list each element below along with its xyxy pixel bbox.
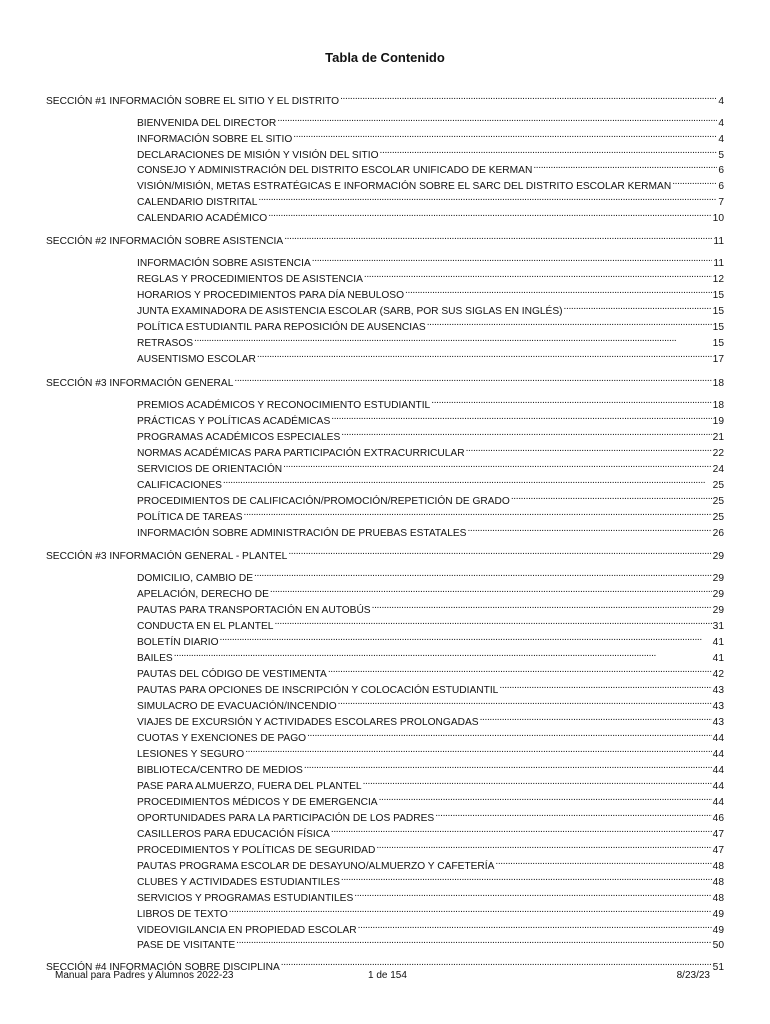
toc-page-number: 19 <box>712 416 724 427</box>
toc-page-number: 44 <box>712 749 724 760</box>
toc-entry-label: CONDUCTA EN EL PLANTEL <box>137 621 274 632</box>
toc-entry-label: BOLETÍN DIARIO <box>137 637 219 648</box>
toc-page-number: 44 <box>712 765 724 776</box>
toc-entry[interactable] <box>137 175 724 192</box>
toc-entry[interactable] <box>137 506 724 523</box>
toc-entry[interactable] <box>137 839 724 856</box>
toc-entry[interactable] <box>137 490 724 507</box>
toc-page-number: 5 <box>718 150 724 161</box>
toc-entry[interactable] <box>137 159 724 176</box>
toc-leader-dots <box>283 458 712 472</box>
toc-leader-dots <box>372 599 712 613</box>
toc-leader-dots <box>380 144 718 158</box>
toc-entry[interactable] <box>137 191 724 208</box>
toc-page-number: 50 <box>712 940 724 951</box>
toc-page-number: 42 <box>712 669 724 680</box>
toc-entry[interactable] <box>137 474 724 491</box>
toc-entry-label: HORARIOS Y PROCEDIMIENTOS PARA DÍA NEBULOSO <box>137 290 405 301</box>
toc-page-number: 15 <box>712 322 724 333</box>
toc-entry-label: PAUTAS DEL CÓDIGO DE VESTIMENTA <box>137 669 327 680</box>
toc-page-number: 43 <box>712 701 724 712</box>
toc-leader-dots <box>379 791 712 805</box>
toc-entry[interactable] <box>137 522 724 539</box>
toc-page-number: 26 <box>712 528 724 539</box>
toc-page-number: 4 <box>718 96 724 107</box>
toc-entry-label: PREMIOS ACADÉMICOS Y RECONOCIMIENTO ESTUDIANTIL <box>137 400 431 411</box>
toc-section-entry[interactable] <box>46 230 724 247</box>
toc-page-number: 48 <box>712 893 724 904</box>
toc-entry-label: CASILLEROS PARA EDUCACIÓN FÍSICA <box>137 829 330 840</box>
toc-page-number: 43 <box>712 685 724 696</box>
toc-entry-label: NORMAS ACADÉMICAS PARA PARTICIPACIÓN EXTRACURRICULAR <box>137 448 465 459</box>
toc-entry-label: PASE PARA ALMUERZO, FUERA DEL PLANTEL <box>137 781 362 792</box>
toc-entry[interactable] <box>137 743 724 760</box>
footer-page-number: 1 de 154 <box>368 970 407 981</box>
toc-page-number: 15 <box>712 306 724 317</box>
toc-leader-dots <box>254 567 712 581</box>
toc-entry[interactable] <box>137 128 724 145</box>
toc-leader-dots <box>672 175 717 189</box>
toc-page-number: 41 <box>712 653 724 664</box>
toc-entry[interactable] <box>137 144 724 161</box>
toc-page-number: 49 <box>712 925 724 936</box>
toc-leader-dots <box>466 442 712 456</box>
toc-entry-label: OPORTUNIDADES PARA LA PARTICIPACIÓN DE LOS PADRES <box>137 813 435 824</box>
toc-entry-label: CLUBES Y ACTIVIDADES ESTUDIANTILES <box>137 877 340 888</box>
toc-entry[interactable] <box>137 679 724 696</box>
toc-leader-dots <box>340 90 717 104</box>
toc-page-number: 12 <box>712 274 724 285</box>
toc-page-number: 15 <box>712 338 724 349</box>
toc-entry[interactable] <box>137 919 724 936</box>
toc-section-entry[interactable] <box>46 372 724 389</box>
toc-page-number: 18 <box>712 400 724 411</box>
toc-page-number: 4 <box>718 134 724 145</box>
toc-entry[interactable] <box>137 410 724 427</box>
toc-page-number: 31 <box>712 621 724 632</box>
toc-leader-dots <box>257 348 712 362</box>
toc-leader-dots <box>499 679 711 693</box>
toc-entry[interactable] <box>137 934 724 951</box>
toc-leader-dots <box>435 807 711 821</box>
toc-entry[interactable] <box>137 284 724 301</box>
toc-entry[interactable] <box>137 695 724 712</box>
toc-leader-dots <box>354 887 711 901</box>
toc-entry[interactable] <box>137 631 724 648</box>
toc-page-number: 44 <box>712 797 724 808</box>
toc-entry-label: INFORMACIÓN SOBRE EL SITIO <box>137 134 293 145</box>
toc-leader-dots <box>281 956 712 970</box>
toc-entry-label: VIDEOVIGILANCIA EN PROPIEDAD ESCOLAR <box>137 925 357 936</box>
toc-leader-dots <box>467 522 711 536</box>
toc-page-number: 11 <box>713 236 724 247</box>
toc-page-number: 17 <box>712 354 724 365</box>
toc-page-number: 43 <box>712 717 724 728</box>
toc-page-number: 25 <box>712 496 724 507</box>
toc-page-number: 48 <box>712 877 724 888</box>
toc-leader-dots <box>427 316 712 330</box>
toc-leader-dots <box>307 727 712 741</box>
toc-entry[interactable] <box>137 887 724 904</box>
toc-page-number: 49 <box>712 909 724 920</box>
toc-entry[interactable] <box>137 112 724 129</box>
toc-page-number: 15 <box>712 290 724 301</box>
toc-entry[interactable] <box>137 855 724 872</box>
toc-page-number: 11 <box>713 258 724 269</box>
toc-leader-dots <box>174 647 712 661</box>
toc-section-label: SECCIÓN #3 INFORMACIÓN GENERAL - PLANTEL <box>46 551 288 562</box>
toc-page-number: 4 <box>718 118 724 129</box>
toc-entry[interactable] <box>137 647 724 664</box>
toc-leader-dots <box>234 372 711 386</box>
toc-entry-label: REGLAS Y PROCEDIMIENTOS DE ASISTENCIA <box>137 274 363 285</box>
toc-page-number: 29 <box>712 573 724 584</box>
toc-leader-dots <box>274 615 711 629</box>
toc-entry-label: PROCEDIMIENTOS DE CALIFICACIÓN/PROMOCIÓN/REPETICIÓN DE GRADO <box>137 496 510 507</box>
toc-entry-label: PAUTAS PARA OPCIONES DE INSCRIPCIÓN Y COLOCACIÓN ESTUDIANTIL <box>137 685 499 696</box>
toc-page-number: 29 <box>712 605 724 616</box>
toc-entry[interactable] <box>137 394 724 411</box>
toc-page-number: 25 <box>712 480 724 491</box>
toc-leader-dots <box>304 759 712 773</box>
toc-page-number: 48 <box>712 861 724 872</box>
toc-leader-dots <box>341 871 712 885</box>
toc-entry-label: RETRASOS <box>137 338 194 349</box>
toc-leader-dots <box>312 252 713 266</box>
toc-entry[interactable] <box>137 871 724 888</box>
toc-entry-label: POLÍTICA ESTUDIANTIL PARA REPOSICIÓN DE AUSENCIAS <box>137 322 426 333</box>
toc-entry[interactable] <box>137 332 724 349</box>
toc-leader-dots <box>223 474 712 488</box>
toc-entry-label: CALENDARIO ACADÉMICO <box>137 213 268 224</box>
toc-leader-dots <box>270 583 712 597</box>
toc-entry-label: JUNTA EXAMINADORA DE ASISTENCIA ESCOLAR (SARB, POR SUS SIGLAS EN INGLÉS) <box>137 306 563 317</box>
toc-leader-dots <box>376 839 711 853</box>
toc-entry[interactable] <box>137 599 724 616</box>
toc-entry-label: INFORMACIÓN SOBRE ASISTENCIA <box>137 258 311 269</box>
toc-page-number: 41 <box>712 637 724 648</box>
toc-page-number: 18 <box>712 378 724 389</box>
toc-leader-dots <box>258 191 717 205</box>
toc-entry-label: CALIFICACIONES <box>137 480 222 491</box>
toc-section-label: SECCIÓN #1 INFORMACIÓN SOBRE EL SITIO Y EL DISTRITO <box>46 96 340 107</box>
toc-entry[interactable] <box>137 567 724 584</box>
toc-entry[interactable] <box>137 316 724 333</box>
toc-leader-dots <box>533 159 717 173</box>
toc-entry[interactable] <box>137 903 724 920</box>
toc-entry[interactable] <box>137 663 724 680</box>
toc-leader-dots <box>194 332 712 346</box>
toc-entry-label: SERVICIOS Y PROGRAMAS ESTUDIANTILES <box>137 893 354 904</box>
toc-page-number: 44 <box>712 733 724 744</box>
toc-leader-dots <box>338 695 712 709</box>
toc-page-number: 6 <box>718 181 724 192</box>
toc-leader-dots <box>331 823 712 837</box>
toc-entry-label: DECLARACIONES DE MISIÓN Y VISIÓN DEL SITIO <box>137 150 379 161</box>
toc-entry[interactable] <box>137 300 724 317</box>
toc-entry-label: CONSEJO Y ADMINISTRACIÓN DEL DISTRITO ESCOLAR UNIFICADO DE KERMAN <box>137 165 533 176</box>
toc-entry[interactable] <box>137 775 724 792</box>
page-title: Tabla de Contenido <box>325 50 445 65</box>
toc-entry[interactable] <box>137 442 724 459</box>
toc-leader-dots <box>229 903 712 917</box>
toc-entry[interactable] <box>137 823 724 840</box>
toc-page-number: 44 <box>712 781 724 792</box>
toc-page-number: 7 <box>718 197 724 208</box>
toc-entry-label: SERVICIOS DE ORIENTACIÓN <box>137 464 283 475</box>
toc-page-number: 24 <box>712 464 724 475</box>
toc-entry[interactable] <box>137 791 724 808</box>
toc-page-number: 22 <box>712 448 724 459</box>
toc-entry[interactable] <box>137 207 724 224</box>
page-footer <box>0 970 770 986</box>
toc-leader-dots <box>328 663 712 677</box>
toc-leader-dots <box>293 128 717 142</box>
toc-leader-dots <box>341 426 711 440</box>
toc-leader-dots <box>331 410 711 424</box>
toc-leader-dots <box>564 300 712 314</box>
toc-leader-dots <box>236 934 712 948</box>
toc-page-number: 10 <box>712 213 724 224</box>
toc-entry[interactable] <box>137 252 724 269</box>
toc-leader-dots <box>284 230 712 244</box>
toc-page-number: 29 <box>712 589 724 600</box>
toc-page-number: 47 <box>712 845 724 856</box>
toc-entry[interactable] <box>137 268 724 285</box>
toc-entry-label: BIBLIOTECA/CENTRO DE MEDIOS <box>137 765 303 776</box>
toc-entry-label: PROGRAMAS ACADÉMICOS ESPECIALES <box>137 432 341 443</box>
toc-entry[interactable] <box>137 426 724 443</box>
toc-entry-label: INFORMACIÓN SOBRE ADMINISTRACIÓN DE PRUEBAS ESTATALES <box>137 528 467 539</box>
toc-entry-label: PASE DE VISITANTE <box>137 940 236 951</box>
toc-leader-dots <box>220 631 712 645</box>
toc-entry[interactable] <box>137 759 724 776</box>
toc-section-label: SECCIÓN #2 INFORMACIÓN SOBRE ASISTENCIA <box>46 236 284 247</box>
toc-leader-dots <box>244 506 712 520</box>
toc-entry-label: DOMICILIO, CAMBIO DE <box>137 573 254 584</box>
toc-entry[interactable] <box>137 583 724 600</box>
toc-leader-dots <box>288 545 711 559</box>
toc-page-number: 46 <box>712 813 724 824</box>
toc-entry-label: CUOTAS Y EXENCIONES DE PAGO <box>137 733 307 744</box>
toc-leader-dots <box>363 775 712 789</box>
toc-entry-label: SIMULACRO DE EVACUACIÓN/INCENDIO <box>137 701 337 712</box>
toc-entry-label: POLÍTICA DE TAREAS <box>137 512 243 523</box>
toc-leader-dots <box>364 268 712 282</box>
toc-page-number: 51 <box>712 962 724 973</box>
toc-section-entry[interactable] <box>46 545 724 562</box>
toc-entry-label: AUSENTISMO ESCOLAR <box>137 354 256 365</box>
toc-entry-label: PAUTAS PARA TRANSPORTACIÓN EN AUTOBÚS <box>137 605 371 616</box>
toc-page-number: 6 <box>718 165 724 176</box>
toc-entry[interactable] <box>137 615 724 632</box>
toc-entry-label: VISIÓN/MISIÓN, METAS ESTRATÉGICAS E INFORMACIÓN SOBRE EL SARC DEL DISTRITO ESCOLAR KERMAN <box>137 181 672 192</box>
toc-entry[interactable] <box>137 458 724 475</box>
toc-entry-label: BIENVENIDA DEL DIRECTOR <box>137 118 277 129</box>
toc-entry-label: PAUTAS PROGRAMA ESCOLAR DE DESAYUNO/ALMUERZO Y CAFETERÍA <box>137 861 495 872</box>
toc-page-number: 29 <box>712 551 724 562</box>
toc-leader-dots <box>511 490 712 504</box>
toc-entry-label: VIAJES DE EXCURSIÓN Y ACTIVIDADES ESCOLARES PROLONGADAS <box>137 717 479 728</box>
toc-entry[interactable] <box>137 711 724 728</box>
toc-entry-label: PRÁCTICAS Y POLÍTICAS ACADÉMICAS <box>137 416 331 427</box>
toc-entry-label: CALENDARIO DISTRITAL <box>137 197 258 208</box>
toc-leader-dots <box>358 919 712 933</box>
toc-leader-dots <box>245 743 711 757</box>
toc-entry-label: PROCEDIMIENTOS MÉDICOS Y DE EMERGENCIA <box>137 797 378 808</box>
toc-entry[interactable] <box>137 348 724 365</box>
toc-section-label: SECCIÓN #3 INFORMACIÓN GENERAL <box>46 378 234 389</box>
toc-entry[interactable] <box>137 727 724 744</box>
toc-page-number: 25 <box>712 512 724 523</box>
toc-leader-dots <box>495 855 711 869</box>
toc-leader-dots <box>277 112 717 126</box>
toc-page-number: 47 <box>712 829 724 840</box>
footer-document-title: Manual para Padres y Alumnos 2022-23 <box>55 970 234 981</box>
toc-entry-label: LIBROS DE TEXTO <box>137 909 228 920</box>
toc-entry-label: BAILES <box>137 653 173 664</box>
toc-entry-label: APELACIÓN, DERECHO DE <box>137 589 269 600</box>
toc-section-entry[interactable] <box>46 90 724 107</box>
toc-section-label: SECCIÓN #4 INFORMACIÓN SOBRE DISCIPLINA <box>46 962 280 973</box>
footer-date: 8/23/23 <box>676 970 710 981</box>
toc-entry[interactable] <box>137 807 724 824</box>
toc-leader-dots <box>431 394 711 408</box>
toc-page-number: 21 <box>712 432 724 443</box>
toc-leader-dots <box>268 207 711 221</box>
toc-entry-label: PROCEDIMIENTOS Y POLÍTICAS DE SEGURIDAD <box>137 845 376 856</box>
toc-leader-dots <box>480 711 712 725</box>
toc-section-entry[interactable] <box>46 956 724 973</box>
toc-entry-label: LESIONES Y SEGURO <box>137 749 245 760</box>
toc-leader-dots <box>405 284 712 298</box>
